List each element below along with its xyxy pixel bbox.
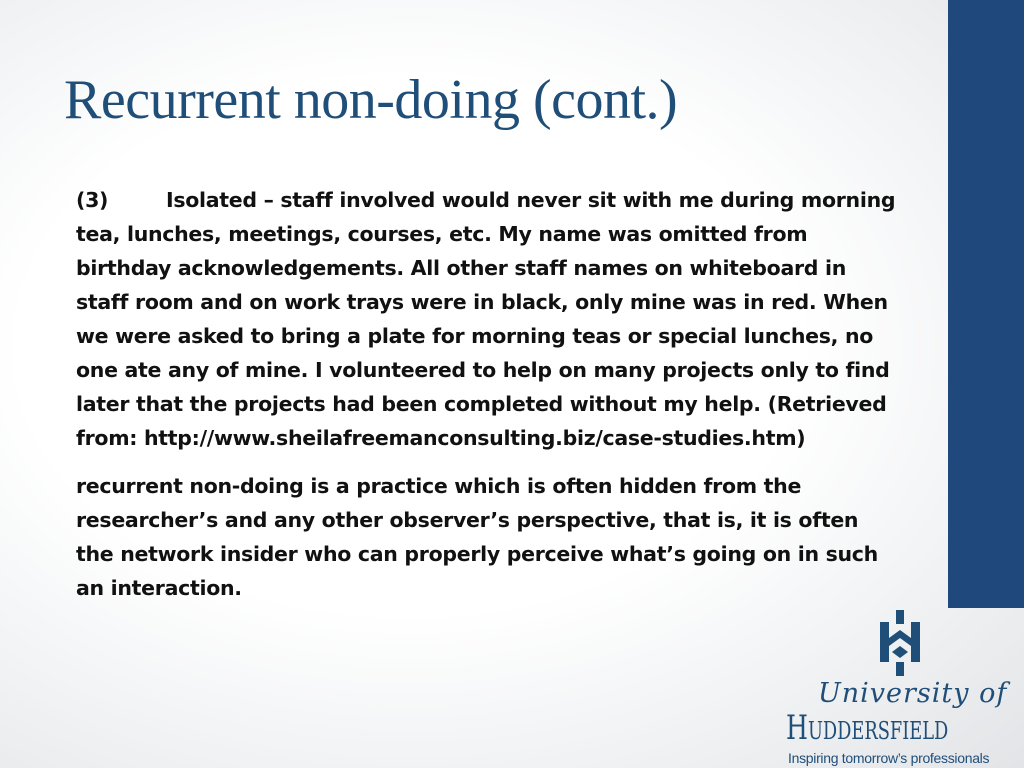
case-study-text: Isolated – staff involved would never sit with me during morning tea, lunches, meetings, courses, etc. My name was omitted from birthday acknowledgements. All other staff names on whiteboard in staff room and on work trays were in black, only mine was in red. When we were asked to bring a plate for morning teas or special lunches, no one ate any of mine. I volunteered to help on many projects only to find later that the projects had been completed without my help. (Retrieved from: http://www.sheilafreemanconsulting.biz/case-studies.htm) <box>76 188 896 450</box>
logo-huddersfield: Huddersfield <box>786 708 949 748</box>
university-logo <box>776 606 1024 768</box>
case-study-paragraph <box>76 183 896 455</box>
case-number: (3) <box>76 188 109 212</box>
summary-paragraph: recurrent non-doing is a practice which is often hidden from the researcher’s and any other observer’s perspective, that is, it is often the network insider who can properly perceive what’s going on in such an interaction. <box>76 474 878 600</box>
logo-tagline: Inspiring tomorrow’s professionals <box>788 750 990 766</box>
logo-university-of: University of <box>818 678 1008 709</box>
university-crest-icon <box>876 608 924 678</box>
slide-body <box>76 183 896 605</box>
slide-title: Recurrent non-doing (cont.) <box>64 69 678 131</box>
right-accent-bar <box>948 0 1024 608</box>
